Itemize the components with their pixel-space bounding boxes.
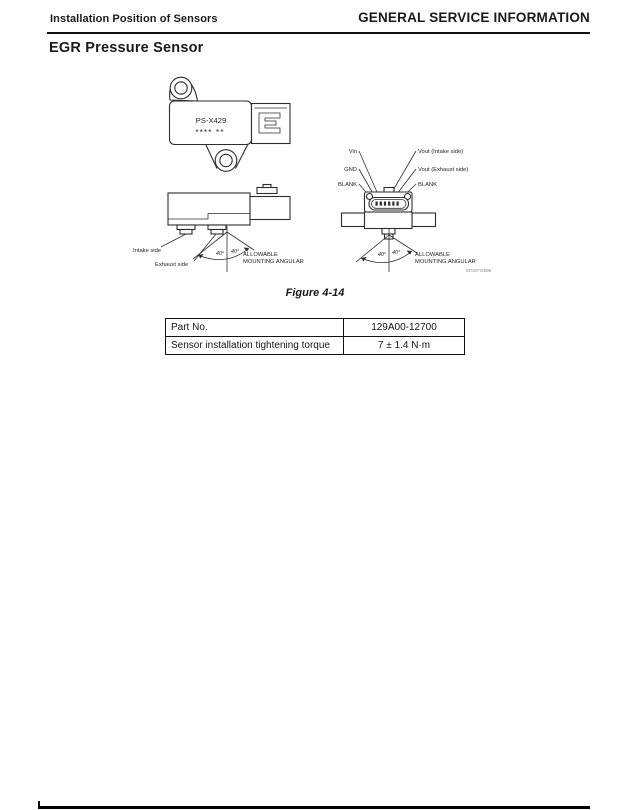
sensor-side-view xyxy=(133,185,304,273)
pin-label-gnd: GND xyxy=(344,167,357,173)
sensor-front-view xyxy=(338,149,492,273)
spec-table xyxy=(165,318,465,355)
chapter-title: GENERAL SERVICE INFORMATION xyxy=(358,10,590,25)
pin-label-blank-right: BLANK xyxy=(418,182,438,188)
front-angle-right: 40° xyxy=(392,250,401,256)
side-angle-left: 40° xyxy=(215,251,224,257)
pin-label-vin: Vin xyxy=(348,149,357,155)
front-allowable-line2: MOUNTING ANGULAR xyxy=(415,259,476,265)
footer-rule xyxy=(38,806,590,809)
sensor-top-view xyxy=(170,77,291,171)
front-angle-left: 40° xyxy=(377,252,386,258)
pin-label-blank-left: BLANK xyxy=(337,182,357,188)
page-title: EGR Pressure Sensor xyxy=(49,40,204,56)
side-angle-right: 40° xyxy=(231,249,240,255)
drawing-code: 037297-00809 xyxy=(465,268,491,273)
front-allowable-line1: ALLOWABLE xyxy=(415,252,450,258)
model-label: PS-X429 xyxy=(195,116,227,125)
spec-value-torque: 7 ± 1.4 N·m xyxy=(344,337,465,355)
figure-caption: Figure 4-14 xyxy=(285,287,345,299)
intake-side-label: Intake side xyxy=(133,248,162,254)
sensor-figure xyxy=(0,0,620,300)
exhaust-side-label: Exhaust side xyxy=(155,262,189,268)
breadcrumb-section-title: Installation Position of Sensors xyxy=(50,13,218,25)
side-allowable-line1: ALLOWABLE xyxy=(243,252,278,258)
pin-label-vout-intake: Vout (Intake side) xyxy=(418,149,464,155)
side-allowable-line2: MOUNTING ANGULAR xyxy=(243,259,304,265)
pin-label-vout-exhaust: Vout (Exhaust side) xyxy=(418,167,469,173)
spec-label-torque: Sensor installation tightening torque xyxy=(166,337,344,355)
serial-mask: **** ** xyxy=(195,128,225,137)
table-row xyxy=(166,319,465,337)
spec-label-part-no: Part No. xyxy=(166,319,344,337)
table-row xyxy=(166,337,465,355)
spec-value-part-no: 129A00-12700 xyxy=(344,319,465,337)
